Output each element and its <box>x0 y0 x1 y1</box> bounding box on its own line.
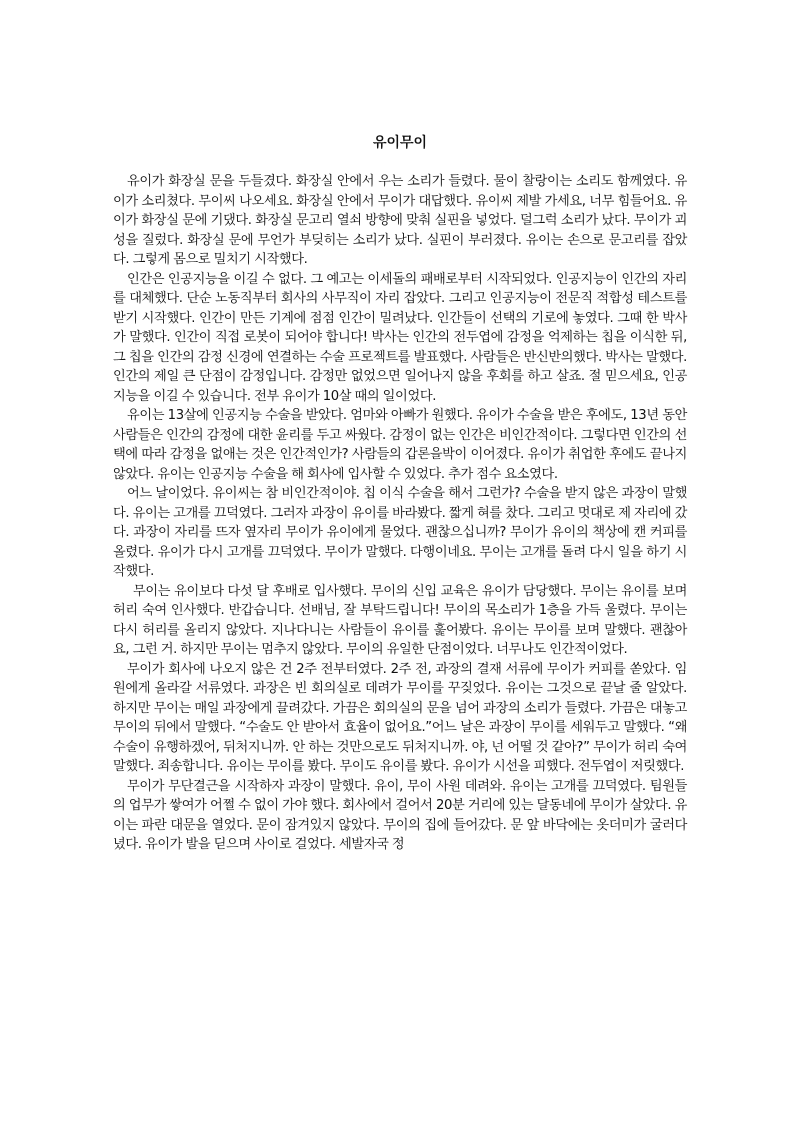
paragraph: 무이가 무단결근을 시작하자 과장이 말했다. 유이, 무이 사원 데려와. 유이는 고개를 끄덕였다. 팀원들의 업무가 쌓여가 어쩔 수 없이 가야 했다. 회사에서 걸어서 20분 거리에 있는 달동네에 무이가 살았다. 유이는 파란 대문을 열었다. 문이 잠겨있지 않았다. 무이의 집에 들어갔다. 문 앞 바닥에는 옷더미가 굴러다녔다. 유이가 발을 딛으며 사이로 걸었다. 세발자국 정 <box>113 778 687 852</box>
document-body <box>113 172 687 855</box>
paragraph: 무이가 회사에 나오지 않은 건 2주 전부터였다. 2주 전, 과장의 결재 서류에 무이가 커피를 쏟았다. 임원에게 올라갈 서류였다. 과장은 빈 회의실로 데려가 무이를 꾸짖었다. 유이는 그것으로 끝날 줄 알았다. 하지만 무이는 매일 과장에게 끌려갔다. 가끔은 회의실의 문을 넘어 과장의 소리가 들렸다. 가끔은 대놓고 무이의 뒤에서 말했다. “수술도 안 받아서 효율이 없어요.”어느 날은 과장이 무이를 세워두고 말했다. “왜 수술이 유행하겠어, 뒤처지니까. 안 하는 것만으로도 뒤처지니까. 야, 넌 어떨 것 같아?” 무이가 허리 숙여 말했다. 죄송합니다. 유이는 무이를 봤다. 무이도 유이를 봤다. 유이가 시선을 피했다. 전두엽이 저릿했다. <box>113 661 687 774</box>
document-title: 유이무이 <box>372 135 428 151</box>
paragraph: 유이가 화장실 문을 두들겼다. 화장실 안에서 우는 소리가 들렸다. 물이 찰랑이는 소리도 함께였다. 유이가 소리쳤다. 무이씨 나오세요. 화장실 안에서 무이가 대답했다. 유이씨 제발 가세요, 너무 힘들어요. 유이가 화장실 문에 기댔다. 화장실 문고리 열쇠 방향에 맞춰 실핀을 넣었다. 덜그럭 소리가 났다. 무이가 괴성을 질렀다. 화장실 문에 무언가 부딪히는 소리가 났다. 실핀이 부러졌다. 유이는 손으로 문고리를 잡았다. 그렇게 몸으로 밀치기 시작했다. <box>113 174 687 267</box>
paragraph: 어느 날이었다. 유이씨는 참 비인간적이야. 칩 이식 수술을 해서 그런가? 수술을 받지 않은 과장이 말했다. 유이는 고개를 끄덕였다. 그러자 과장이 유이를 바라봤다. 짧게 혀를 찼다. 그리고 멋대로 제 자리에 갔다. 과장이 자리를 뜨자 옆자리 무이가 유이에게 물었다. 괜찮으십니까? 무이가 유이의 책상에 캔 커피를 올렸다. 유이가 다시 고개를 끄덕였다. 무이가 말했다. 다행이네요. 무이는 고개를 돌려 다시 일을 하기 시작했다. <box>113 486 687 579</box>
paragraph: 인간은 인공지능을 이길 수 없다. 그 예고는 이세돌의 패배로부터 시작되었다. 인공지능이 인간의 자리를 대체했다. 단순 노동직부터 회사의 사무직이 자리 잡았다. 그리고 인공지능이 전문직 적합성 테스트를 받기 시작했다. 인간이 만든 기계에 점점 인간이 밀려났다. 인간들이 선택의 기로에 놓였다. 그때 한 박사가 말했다. 인간이 직접 로봇이 되어야 합니다! 박사는 인간의 전두엽에 감정을 억제하는 칩을 이식한 뒤, 그 칩을 인간의 감정 신경에 연결하는 수술 프로젝트를 발표했다. 사람들은 반신반의했다. 박사는 말했다. 인간의 제일 큰 단점이 감정입니다. 감정만 없었으면 일어나지 않을 후회를 하고 살죠. 절 믿으세요, 인공지능을 이길 수 있습니다. 전부 유이가 10살 때의 일이었다. <box>113 271 687 404</box>
paragraph: 유이는 13살에 인공지능 수술을 받았다. 엄마와 아빠가 원했다. 유이가 수술을 받은 후에도, 13년 동안 사람들은 인간의 감정에 대한 윤리를 두고 싸웠다. 감정이 없는 인간은 비인간적이다. 그렇다면 인간의 선택에 따라 감정을 없애는 것은 인간적인가? 사람들의 갑론을박이 이어졌다. 유이가 취업한 후에도 끝나지 않았다. 유이는 인공지능 수술을 해 회사에 입사할 수 있었다. 추가 점수 요소였다. <box>113 408 687 482</box>
paragraph: 무이는 유이보다 다섯 달 후배로 입사했다. 무이의 신입 교육은 유이가 담당했다. 무이는 유이를 보며 허리 숙여 인사했다. 반갑습니다. 선배님, 잘 부탁드립니다! 무이의 목소리가 1층을 가득 울렸다. 무이는 다시 허리를 올리지 않았다. 지나다니는 사람들이 유이를 훑어봤다. 유이는 무이를 보며 말했다. 괜찮아요, 그런 거. 하지만 무이는 멈추지 않았다. 무이의 유일한 단점이었다. 너무나도 인간적이었다. <box>113 583 687 657</box>
